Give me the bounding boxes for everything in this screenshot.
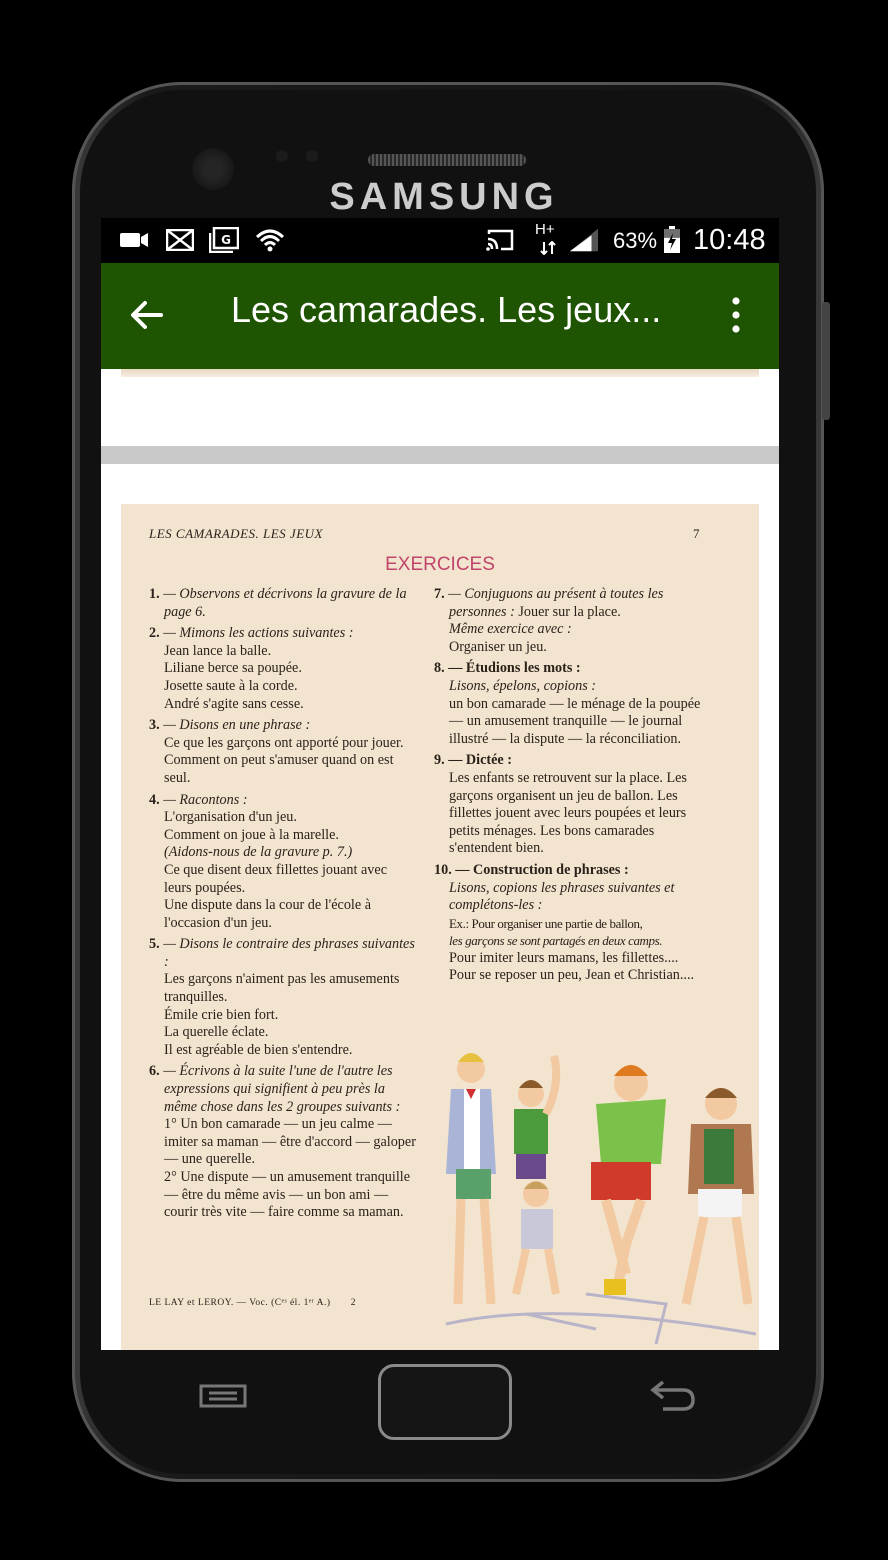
hplus-data-icon: [533, 240, 563, 256]
back-nav-icon[interactable]: [649, 1378, 697, 1412]
more-vertical-icon[interactable]: [721, 293, 751, 337]
exercises-heading: EXERCICES: [385, 554, 495, 575]
exercise-9: 9. — Dictée : Les enfants se retrouvent sur la place. Les garçons organisent un jeu de ballon. Les fillettes jouent avec leurs poupées et leurs petits ménages. Les bons camarades s'entendent bien.: [434, 752, 687, 857]
earpiece-speaker: [368, 154, 526, 166]
arrow-left-icon[interactable]: [125, 293, 169, 337]
device-brand: SAMSUNG: [329, 176, 559, 218]
children-playing-illustration: [436, 1044, 756, 1344]
mail-icon: [165, 228, 195, 252]
running-head: LES CAMARADES. LES JEUX: [149, 526, 323, 541]
page-number: 7: [693, 526, 700, 541]
cast-icon: [485, 228, 515, 252]
previous-page-edge: [121, 369, 759, 377]
page-footer: LE LAY et LEROY. — Voc. (Cᵉˢ él. 1ᵉʳ A.) 2: [149, 1298, 356, 1308]
signal-icon: [569, 228, 599, 252]
network-type: H+: [535, 221, 555, 238]
app-bar: [101, 263, 779, 369]
exercise-8: 8. — Étudions les mots : Lisons, épelons, copions : un bon camarade — le ménage de la poupée — un amusement tranquille — le journal illustré — la dispute — la réconciliation.: [434, 660, 701, 747]
exercise-4: 4. — Racontons : L'organisation d'un jeu. Comment on joue à la marelle. (Aidons-nous de la gravure p. 7.) Ce que disent deux fillettes jouant avec leurs poupées. Une dispute dans la cour de l'école à l'occasion d'un jeu.: [149, 791, 387, 931]
exercise-3: 3. — Disons en une phrase : Ce que les garçons ont apporté pour jouer. Comment on peut s'amuser quand on est seul.: [149, 717, 404, 786]
exercise-1: 1. — Observons et décrivons la gravure de la page 6.: [149, 586, 407, 620]
exercise-7: 7. — Conjuguons au présent à toutes les personnes : Jouer sur la place. Même exercice avec : Organiser un jeu.: [434, 586, 664, 655]
battery-icon: [657, 228, 687, 252]
clock: 10:48: [693, 224, 766, 256]
page-separator: [101, 446, 779, 464]
wifi-icon: [255, 228, 285, 252]
video-camera-icon: [119, 228, 149, 252]
light-sensor: [306, 150, 318, 162]
recent-apps-icon[interactable]: [199, 1384, 247, 1408]
exercise-10: 10. — Construction de phrases : Lisons, copions les phrases suivantes et complétons-les : Ex.: Pour organiser une partie de ballon, les garçons se sont partagés en deux camps. Pour imiter leurs mamans, les fillettes.... Pour se reposer un peu, Jean et Christian....: [434, 861, 695, 984]
exercise-2: 2. — Mimons les actions suivantes : Jean lance la balle. Liliane berce sa poupée. Josette saute à la corde. André s'agite sans cesse.: [149, 625, 354, 712]
gallery-icon: [209, 228, 239, 252]
left-column: [149, 586, 417, 1226]
page-title: Les camarades. Les jeux...: [231, 289, 662, 330]
svg-text:G: G: [221, 233, 231, 247]
battery-percent: 63%: [613, 228, 658, 253]
status-bar: [101, 218, 779, 263]
power-button: [822, 302, 830, 420]
home-button[interactable]: [378, 1364, 512, 1440]
book-page[interactable]: [121, 504, 759, 1350]
screen: [101, 218, 779, 1350]
proximity-sensor: [276, 150, 288, 162]
exercise-6: 6. — Écrivons à la suite l'une de l'autre les expressions qui signifient à peu près la même chose dans les 2 groupes suivants : 1° Un bon camarade — un jeu calme — imiter sa maman — être d'accord — galoper — une querelle. 2° Une dispute — un amusement tranquille — être du même avis — un bon ami — courir très vite — faire comme sa maman.: [149, 1063, 416, 1221]
exercise-5: 5. — Disons le contraire des phrases suivantes : Les garçons n'aiment pas les amusements tranquilles. Émile crie bien fort. La querelle éclate. Il est agréable de bien s'entendre.: [149, 936, 415, 1058]
navigation-bar: [101, 1350, 779, 1460]
right-column: [434, 586, 702, 989]
